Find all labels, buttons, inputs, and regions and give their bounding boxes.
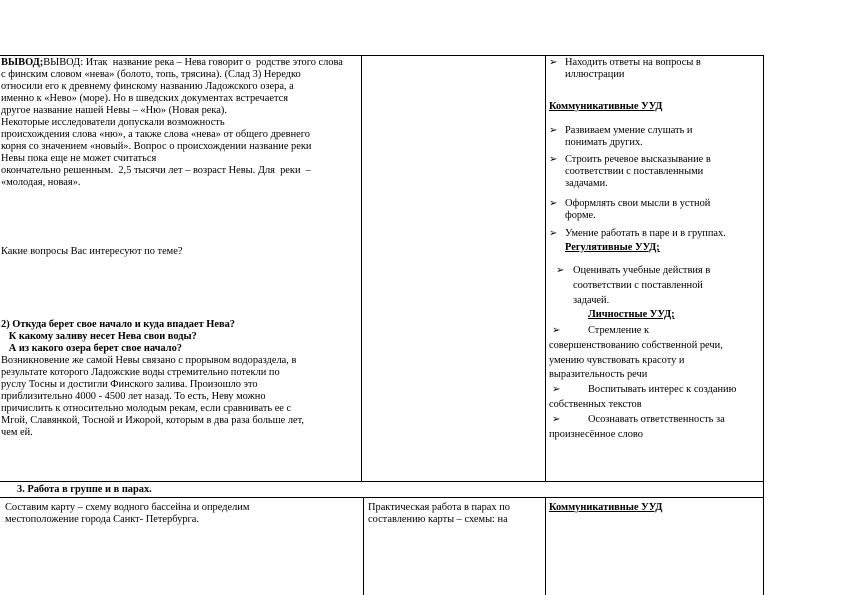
conclusion-label: ВЫВОД; [1, 57, 44, 68]
arrow-bullet-icon: ➢ [552, 325, 561, 336]
list-item-line: Развиваем умение слушать и [565, 125, 693, 136]
list-item-line: Осознавать ответственность за [588, 414, 725, 425]
col-divider-2 [545, 55, 546, 481]
table-right-border [763, 55, 764, 595]
row-divider-row3 [0, 497, 763, 498]
list-item-line: Умение работать в паре и в группах. [565, 228, 726, 239]
row3-text-line: местоположение города Санкт- Петербурга. [5, 514, 199, 525]
row3-text-line: Практическая работа в парах по [368, 502, 510, 513]
list-item-line: Находить ответы на вопросы в [565, 57, 701, 68]
text-line: «молодая, новая». [1, 177, 81, 188]
arrow-bullet-icon: ➢ [552, 414, 561, 425]
row3-col-divider-2 [545, 497, 546, 595]
list-item-line: Воспитывать интерес к созданию [588, 384, 737, 395]
list-item-line: Строить речевое высказывание в [565, 154, 711, 165]
conclusion-line-0: ВЫВОД: Итак название река – Нева говорит о родстве этого слова [43, 57, 343, 68]
row-divider-section [0, 481, 763, 482]
personal-header: Личностные УУД; [588, 309, 675, 320]
text-line: относили его к древнему финскому названию Ладожского озера, а [1, 81, 294, 92]
list-item-line: произнесённое слово [549, 429, 643, 440]
list-item-line: форме. [565, 210, 596, 221]
question-line: А из какого озера берет свое начало? [1, 343, 182, 354]
text-line: приблизительно 4000 - 4500 лет назад. То есть, Неву можно [1, 391, 266, 402]
text-line: причислить к относительно молодым рекам, если сравнивать ее с [1, 403, 292, 414]
list-item-line: совершенствованию собственной речи, [549, 340, 723, 351]
list-item-line: выразительность речи [549, 369, 648, 380]
list-item-line: Оценивать учебные действия в [573, 265, 711, 276]
list-item-line: понимать других. [565, 137, 643, 148]
arrow-bullet-icon: ➢ [549, 154, 558, 165]
row3-text-line: Составим карту – схему водного бассейна и определим [5, 502, 250, 513]
text-line: Возникновение же самой Невы связано с прорывом водораздела, в [1, 355, 297, 366]
text-line: корня со значением «новый». Вопрос о происхождении название реки [1, 141, 312, 152]
text-line: чем ей. [1, 427, 33, 438]
list-item-line: задачами. [565, 178, 608, 189]
list-item-line: Оформлять свои мысли в устной [565, 198, 711, 209]
row3-text-line: составлению карты – схемы: на [368, 514, 508, 525]
list-item-line: Стремление к [588, 325, 650, 336]
text-line: результате которого Ладожские воды стремительно потекли по [1, 367, 280, 378]
communicative-header: Коммуникативные УУД [549, 101, 663, 112]
text-line [1, 57, 343, 69]
list-item-line: иллюстрации [565, 69, 625, 80]
text-line: именно к «Нево» (море). Но в шведских документах встречается [1, 93, 289, 104]
text-line: происхождения слова «ню», а также слова «нева» от общего древнего [1, 129, 310, 140]
question-line: К какому заливу несет Нева свои воды? [1, 331, 197, 342]
table-top-border [0, 55, 763, 56]
arrow-bullet-icon: ➢ [549, 57, 558, 68]
regulatory-header: Регулятивные УУД; [565, 242, 660, 253]
list-item-line: соответствии с поставленными [565, 166, 704, 177]
list-item-line: умению чувствовать красоту и [549, 355, 685, 366]
list-item-line: задачей. [573, 295, 610, 306]
text-line: с финским словом «нева» (болото, топь, трясина). (Слад 3) Нередко [1, 69, 301, 80]
arrow-bullet-icon: ➢ [549, 198, 558, 209]
question-line: 2) Откуда берет свое начало и куда впадает Нева? [1, 319, 235, 330]
text-line: руслу Тосны и достигли Финского залива. Произошло это [1, 379, 258, 390]
arrow-bullet-icon: ➢ [549, 228, 558, 239]
arrow-bullet-icon: ➢ [556, 265, 565, 276]
col-divider-1 [361, 55, 362, 481]
arrow-bullet-icon: ➢ [552, 384, 561, 395]
text-line: другое название нашей Невы – «Ню» (Новая река). [1, 105, 227, 116]
row3-col-divider-1 [363, 497, 364, 595]
interest-question: Какие вопросы Вас интересуют по теме? [1, 246, 183, 257]
row3-communicative-header: Коммуникативные УУД [549, 502, 663, 513]
list-item-line: собственных текстов [549, 399, 642, 410]
text-line: окончательно решенным. 2,5 тысячи лет – возраст Невы. Для реки – [1, 165, 311, 176]
arrow-bullet-icon: ➢ [549, 125, 558, 136]
text-line: Некоторые исследователи допускали возможность [1, 117, 225, 128]
list-item-line: соответствии с поставленной [573, 280, 703, 291]
text-line: Невы пока еще не может считаться [1, 153, 157, 164]
text-line: Мгой, Славянкой, Тосной и Ижорой, которым в два раза больше лет, [1, 415, 305, 426]
section-title: 3. Работа в группе и в парах. [17, 484, 152, 495]
